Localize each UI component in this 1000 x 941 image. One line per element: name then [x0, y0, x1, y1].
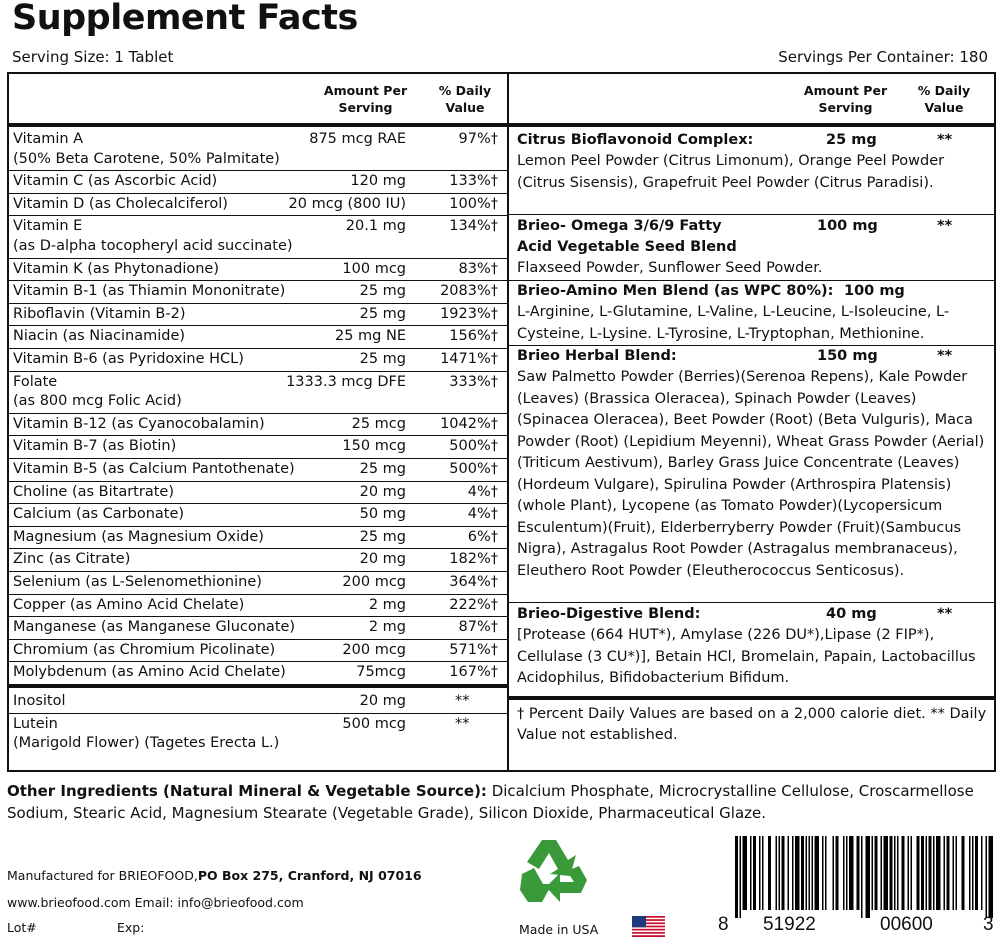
- blend-citrus: [517, 130, 987, 194]
- nutrient-amount: 25 mg: [359, 461, 406, 477]
- row-divider: [9, 215, 507, 216]
- other-ingredients: [7, 780, 992, 824]
- row-divider: [9, 503, 507, 504]
- barcode-bar: [792, 836, 794, 910]
- left-amount-header: [318, 82, 413, 116]
- barcode-bar: [917, 836, 920, 910]
- nutrient-name: Riboflavin (Vitamin B-2): [13, 305, 186, 322]
- barcode-digits-3: 00600: [880, 914, 933, 935]
- barcode-bar: [969, 836, 971, 910]
- barcode-bar: [908, 836, 910, 910]
- nutrient-daily-value: 156%†: [449, 328, 498, 345]
- row-divider: [9, 413, 507, 414]
- left-dv-header-line2: Value: [445, 100, 485, 115]
- blend-omega-dv: **: [937, 218, 953, 234]
- right-header-rule: [509, 123, 994, 127]
- nutrient-name: Copper (as Amino Acid Chelate): [13, 596, 245, 613]
- nutrient-amount: 25 mcg: [351, 415, 406, 432]
- nutrient-daily-value: 134%†: [449, 218, 498, 235]
- barcode-bar: [836, 836, 839, 910]
- barcode-bar: [753, 836, 756, 910]
- row-divider: [9, 616, 507, 617]
- blend-omega-title-2: Acid Vegetable Seed Blend: [517, 239, 737, 255]
- extra-subtext: (Marigold Flower) (Tagetes Erecta L.): [13, 735, 280, 752]
- barcode-bar: [975, 836, 978, 910]
- other-ingredients-text: Dicalcium Phosphate, Microcrystalline Cellulose, Croscarmellose Sodium, Stearic Acid, Magnesium Stearate (Vegetable Grade), Silicon Dioxide, Pharmaceutical Glaze.: [7, 782, 974, 822]
- barcode-digits-2: 51922: [763, 914, 816, 935]
- barcode-bar: [872, 836, 874, 910]
- nutrient-name: Vitamin K (as Phytonadione): [13, 260, 219, 277]
- barcode-bar: [806, 836, 808, 910]
- nutrient-name: Calcium (as Carbonate): [13, 506, 185, 523]
- row-divider: [9, 193, 507, 194]
- recycle-icon: [512, 832, 597, 912]
- nutrient-name: Vitamin B-6 (as Pyridoxine HCL): [13, 351, 244, 367]
- nutrient-daily-value: 500%†: [449, 461, 498, 477]
- barcode-bar: [956, 836, 958, 910]
- blend-amino: [517, 281, 987, 345]
- barcode-bar: [740, 836, 742, 918]
- nutrient-name: Niacin (as Niacinamide): [13, 328, 186, 345]
- nutrient-amount: 2 mg: [368, 596, 406, 613]
- nutrient-name: Zinc (as Citrate): [13, 551, 131, 568]
- barcode-bar: [897, 836, 899, 910]
- row-divider: [9, 303, 507, 304]
- manufacturer-prefix: Manufactured for BRIEOFOOD,: [7, 868, 198, 883]
- blend-herbal-dv: **: [937, 348, 953, 364]
- nutrient-daily-value: 1042%†: [440, 415, 498, 432]
- barcode-bar: [989, 836, 994, 918]
- barcode-bar: [776, 836, 778, 910]
- blend-separator: [509, 602, 994, 603]
- barcode-bar: [812, 836, 814, 910]
- nutrient-name: Vitamin E: [13, 218, 83, 235]
- right-dv-header-line1: % Daily: [917, 83, 971, 98]
- table-column-divider: [507, 72, 509, 772]
- barcode-bar: [933, 836, 935, 910]
- barcode-bar: [929, 836, 932, 910]
- row-divider: [9, 594, 507, 595]
- exp-label: Exp:: [117, 920, 145, 935]
- barcode-digit-4: 3: [983, 914, 994, 935]
- nutrient-daily-value: 1923%†: [440, 305, 498, 322]
- extra-amount: 20 mg: [359, 693, 406, 709]
- nutrient-amount: 25 mg NE: [334, 328, 406, 345]
- extra-daily-value: **: [455, 693, 470, 709]
- barcode-bar: [944, 836, 946, 910]
- nutrient-name: Manganese (as Manganese Gluconate): [13, 619, 296, 636]
- nutrient-amount: 25 mg: [359, 305, 406, 322]
- web-email-line: www.brieofood.com Email: info@brieofood.com: [7, 895, 304, 910]
- right-footnote-rule: [509, 696, 994, 700]
- barcode-bar: [866, 836, 871, 918]
- nutrient-subtext: (50% Beta Carotene, 50% Palmitate): [13, 150, 280, 167]
- nutrient-subtext: (as 800 mcg Folic Acid): [13, 393, 182, 410]
- nutrient-amount: 200 mcg: [342, 574, 406, 590]
- barcode-bar: [902, 836, 905, 910]
- blend-herbal: [517, 346, 987, 582]
- nutrient-daily-value: 100%†: [449, 195, 498, 212]
- left-amount-header-line1: Amount Per: [323, 83, 408, 98]
- blend-citrus-dv: **: [937, 132, 953, 148]
- barcode-bar: [953, 836, 955, 910]
- blend-herbal-amount: 150 mg: [817, 348, 878, 364]
- barcode-digit-1: 8: [718, 914, 729, 935]
- nutrient-daily-value: 167%†: [449, 664, 498, 681]
- blend-digestive-title: Brieo-Digestive Blend:: [517, 606, 701, 622]
- barcode-bar: [981, 836, 983, 910]
- lot-label: Lot#: [7, 920, 37, 935]
- blend-omega-body: Flaxseed Powder, Sunflower Seed Powder.: [517, 260, 823, 276]
- nutrient-amount: 20 mg: [359, 483, 406, 500]
- nutrient-name: Choline (as Bitartrate): [13, 483, 174, 500]
- left-dv-header-line1: % Daily: [438, 83, 492, 98]
- barcode-bar: [875, 836, 878, 910]
- row-divider: [9, 258, 507, 259]
- nutrient-daily-value: 4%†: [467, 506, 498, 523]
- nutrient-subtext: (as D-alpha tocopheryl acid succinate): [13, 238, 293, 254]
- row-divider: [9, 661, 507, 662]
- row-divider: [9, 713, 507, 714]
- right-amount-header-line2: Serving: [818, 100, 873, 115]
- extra-name: Inositol: [13, 693, 66, 709]
- barcode-bar: [884, 836, 889, 910]
- blend-amino-body: L-Arginine, L-Glutamine, L-Valine, L-Leucine, L-Isoleucine, L-Cysteine, L-Lysine. L-Tyrosine, L-Tryptophan, Methionine.: [517, 304, 950, 342]
- nutrient-name: Vitamin B-12 (as Cyanocobalamin): [13, 415, 265, 432]
- nutrient-name: Vitamin B-5 (as Calcium Pantothenate): [13, 461, 295, 477]
- right-amount-header: [798, 82, 893, 116]
- barcode-bar: [861, 836, 863, 918]
- blend-omega: [517, 216, 987, 280]
- left-header-rule: [9, 123, 507, 127]
- row-divider: [9, 170, 507, 171]
- nutrient-daily-value: 364%†: [449, 574, 498, 590]
- blend-herbal-title: Brieo Herbal Blend:: [517, 348, 677, 364]
- nutrient-name: Magnesium (as Magnesium Oxide): [13, 528, 264, 545]
- barcode-bar: [857, 836, 860, 910]
- barcode-bar: [947, 836, 950, 910]
- daily-value-footnote: † Percent Daily Values are based on a 2,000 calorie diet. ** Daily Value not established.: [517, 706, 987, 743]
- blend-citrus-body: Lemon Peel Powder (Citrus Limonum), Orange Peel Powder (Citrus Sisensis), Grapefruit Peel Powder (Citrus Paradisi).: [517, 153, 945, 191]
- blend-citrus-title: Citrus Bioflavonoid Complex:: [517, 132, 754, 148]
- blend-amino-amount: 100 mg: [844, 283, 905, 299]
- barcode-bar: [936, 836, 941, 910]
- extra-daily-value: **: [455, 715, 470, 732]
- right-amount-header-line1: Amount Per: [803, 83, 888, 98]
- row-divider: [9, 435, 507, 436]
- barcode-bar: [822, 836, 824, 910]
- blend-amino-title: Brieo-Amino Men Blend (as WPC 80%):: [517, 283, 834, 299]
- row-divider: [9, 571, 507, 572]
- barcode-bar: [843, 836, 845, 910]
- barcode-bar: [768, 836, 771, 910]
- barcode-bar: [788, 836, 790, 910]
- barcode-bar: [833, 836, 835, 910]
- servings-per-container: Servings Per Container: 180: [778, 48, 988, 66]
- extra-name: Lutein: [13, 715, 58, 732]
- barcode-bar: [881, 836, 883, 910]
- nutrient-daily-value: 97%†: [458, 131, 498, 147]
- nutrient-amount: 25 mg: [359, 351, 406, 367]
- barcode-bar: [926, 836, 928, 910]
- manufacturer-line: [7, 868, 422, 883]
- row-divider: [9, 526, 507, 527]
- nutrient-amount: 50 mg: [359, 506, 406, 523]
- nutrient-daily-value: 333%†: [449, 373, 498, 390]
- nutrient-name: Folate: [13, 373, 58, 390]
- barcode-bar: [911, 836, 913, 910]
- other-ingredients-label: Other Ingredients (Natural Mineral & Vegetable Source):: [7, 782, 487, 800]
- barcode-bar: [762, 836, 764, 910]
- nutrient-amount: 200 mcg: [342, 641, 406, 658]
- nutrient-amount: 25 mg: [359, 283, 406, 300]
- blend-citrus-amount: 25 mg: [826, 132, 877, 148]
- nutrient-name: Selenium (as L-Selenomethionine): [13, 574, 262, 590]
- row-divider: [9, 458, 507, 459]
- barcode-bar: [735, 836, 738, 918]
- barcode-bar: [825, 836, 827, 910]
- nutrient-daily-value: 87%†: [458, 619, 498, 636]
- right-dv-header-line2: Value: [924, 100, 964, 115]
- nutrient-amount: 150 mcg: [342, 438, 406, 455]
- barcode-bar: [890, 836, 893, 910]
- nutrient-amount: 120 mg: [350, 173, 406, 190]
- barcode-bar: [815, 836, 820, 910]
- barcode-bar: [801, 836, 804, 910]
- blend-digestive-amount: 40 mg: [826, 606, 877, 622]
- left-dv-header: [425, 82, 505, 116]
- nutrient-daily-value: 500%†: [449, 438, 498, 455]
- nutrient-amount: 20 mcg (800 IU): [288, 195, 406, 212]
- blend-omega-amount: 100 mg: [817, 218, 878, 234]
- nutrient-daily-value: 4%†: [467, 483, 498, 500]
- nutrient-name: Vitamin C (as Ascorbic Acid): [13, 173, 218, 190]
- blend-omega-title: Brieo- Omega 3/6/9 Fatty: [517, 218, 722, 234]
- row-divider: [9, 280, 507, 281]
- nutrient-amount: 20 mg: [359, 551, 406, 568]
- blend-herbal-body: Saw Palmetto Powder (Berries)(Serenoa Repens), Kale Powder (Leaves) (Brassica Oleracea), Spinach Powder (Leaves) (Spinacea Oleracea), Beet Powder (Root) (Beta Vulguris), Maca Powder (Root) (Lepidium Meyenni), Wheat Grass Powder (Aerial) (Triticum Aestivum), Barley Grass Juice Concentrate (Leaves) (Hordeum Vulgare), Spirulina Powder (Arthrospira Platensis) (whole Plant), Lycopene (as Tomato Powder)(Lycopersicum Esculentum)(Fruit), Elderberryberry Powder (Fruit)(Sambucus Nigra), Astragalus Root Powder (Astragalus membranaceus), Eleuthero Root Powder (Eleutherococcus Senticosus).: [517, 369, 985, 579]
- nutrient-daily-value: 133%†: [449, 173, 498, 190]
- nutrient-daily-value: 571%†: [449, 641, 498, 658]
- barcode-bar: [921, 836, 924, 910]
- upc-barcode: [735, 836, 993, 918]
- nutrient-amount: 1333.3 mcg DFE: [286, 373, 406, 390]
- nutrient-amount: 20.1 mg: [345, 218, 406, 235]
- blend-digestive-body: [Protease (664 HUT*), Amylase (226 DU*),Lipase (2 FIP*), Cellulase (3 CU*)], Betain HCl, Bromelain, Papain, Lactobacillus Acidophilus, Bifidobacterium Bifidum.: [517, 627, 976, 686]
- nutrient-amount: 875 mcg RAE: [309, 131, 406, 147]
- nutrient-daily-value: 1471%†: [440, 351, 498, 367]
- us-flag-icon: [632, 916, 665, 937]
- nutrient-name: Vitamin A: [13, 131, 84, 147]
- row-divider: [9, 481, 507, 482]
- row-divider: [9, 371, 507, 372]
- nutrient-daily-value: 6%†: [467, 528, 498, 545]
- barcode-bar: [759, 836, 761, 910]
- barcode-bar: [972, 836, 974, 910]
- barcode-bar: [894, 836, 896, 910]
- nutrient-amount: 100 mcg: [342, 260, 406, 277]
- left-amount-header-line2: Serving: [338, 100, 393, 115]
- row-divider: [9, 639, 507, 640]
- made-in-usa: Made in USA: [519, 922, 599, 937]
- barcode-bar: [750, 836, 752, 910]
- nutrient-amount: 75mcg: [356, 664, 406, 681]
- row-divider: [9, 325, 507, 326]
- barcode-bar: [782, 836, 785, 910]
- manufacturer-address: PO Box 275, Cranford, NJ 07016: [197, 868, 422, 883]
- blend-digestive: [517, 604, 987, 690]
- nutrient-daily-value: 182%†: [449, 551, 498, 568]
- barcode-bar: [986, 836, 988, 918]
- blend-digestive-dv: **: [937, 606, 953, 622]
- nutrient-amount: 25 mg: [359, 528, 406, 545]
- nutrient-name: Molybdenum (as Amino Acid Chelate): [13, 664, 286, 681]
- row-divider: [9, 548, 507, 549]
- nutrient-name: Chromium (as Chromium Picolinate): [13, 641, 276, 658]
- barcode-bar: [849, 836, 854, 910]
- serving-size: Serving Size: 1 Tablet: [12, 48, 174, 66]
- blend-separator: [509, 214, 994, 215]
- barcode-bar: [795, 836, 800, 910]
- barcode-bar: [743, 836, 748, 910]
- nutrient-name: Vitamin D (as Cholecalciferol): [13, 195, 228, 212]
- nutrient-name: Vitamin B-1 (as Thiamin Mononitrate): [13, 283, 286, 300]
- row-divider: [9, 348, 507, 349]
- nutrient-daily-value: 83%†: [458, 260, 498, 277]
- nutrient-daily-value: 222%†: [449, 596, 498, 613]
- barcode-bar: [779, 836, 781, 910]
- nutrient-amount: 2 mg: [368, 619, 406, 636]
- barcode-bar: [962, 836, 965, 910]
- section-rule: [9, 684, 507, 688]
- barcode-bar: [846, 836, 848, 910]
- nutrient-name: Vitamin B-7 (as Biotin): [13, 438, 177, 455]
- extra-amount: 500 mcg: [342, 715, 406, 732]
- right-dv-header: [904, 82, 984, 116]
- panel-title: Supplement Facts: [12, 0, 358, 38]
- barcode-bar: [809, 836, 811, 910]
- nutrient-daily-value: 2083%†: [440, 283, 498, 300]
